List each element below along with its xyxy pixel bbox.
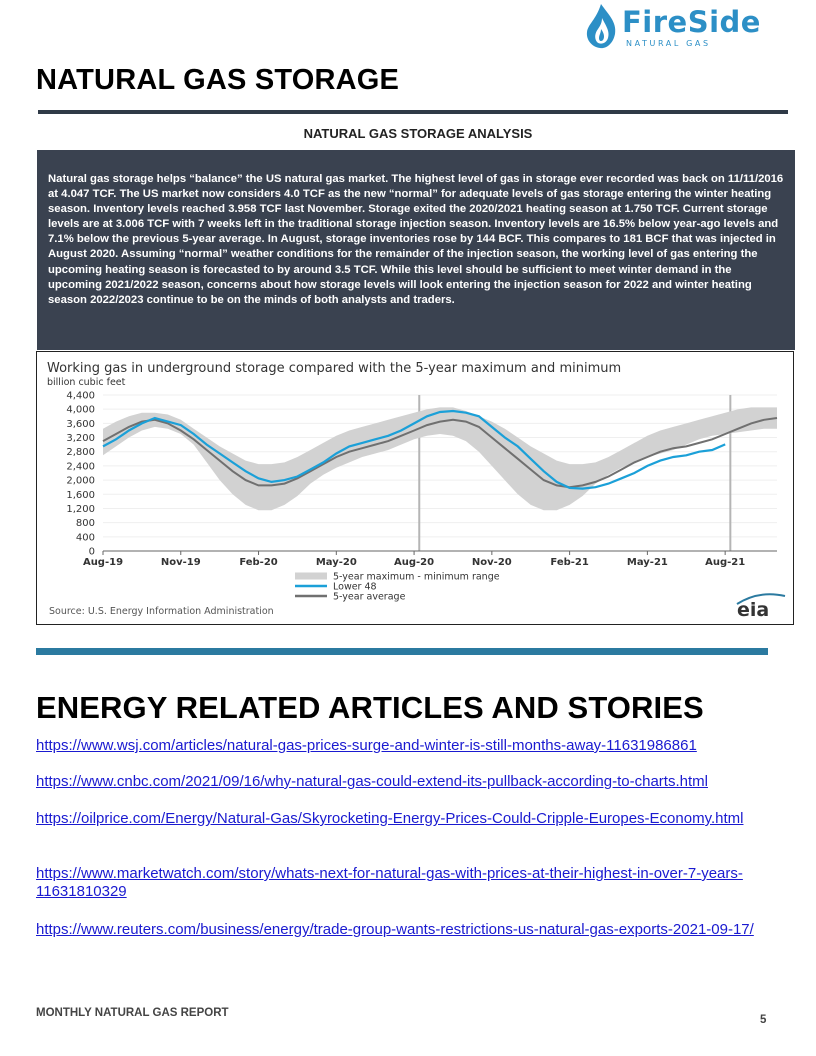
page-number: 5 [760,1014,767,1026]
fireside-logo [582,2,782,52]
logo-tagline: NATURAL GAS [626,39,711,48]
section-divider [36,648,768,655]
article-link-1[interactable]: https://www.wsj.com/articles/natural-gas-prices-surge-and-winter-is-still-months-away-11631986861 [36,737,697,754]
x-tick-label: Feb-21 [550,557,589,568]
analysis-panel [37,150,795,350]
article-link-3[interactable]: https://oilprice.com/Energy/Natural-Gas/Skyrocketing-Energy-Prices-Could-Cripple-Europes-Economy.html [36,810,744,827]
analysis-title: NATURAL GAS STORAGE ANALYSIS [303,126,533,141]
range-band [103,407,777,510]
x-tick-label: May-21 [626,557,668,568]
y-tick-label: 0 [88,546,95,558]
y-tick-label: 3,600 [66,418,95,430]
legend-average-label: 5-year average [333,591,406,603]
eia-logo-text: eia [737,599,770,621]
x-tick-label: Feb-20 [239,557,278,568]
articles-title: ENERGY RELATED ARTICLES AND STORIES [36,690,704,725]
eia-logo [737,594,785,621]
y-tick-label: 2,800 [66,447,95,459]
x-tick-label: Nov-19 [160,557,201,568]
analysis-text: Natural gas storage helps “balance” the US natural gas market. The highest level of gas in storage ever recorded was back on 11/11/2016 at 4.047 TCF. The US market now considers 4.0 TCF as the new “normal” for adequate levels of gas storage entering the winter heating season. Inventory levels reached 3.958 TCF last November. Storage exited the 2020/2021 heating season at 1.750 TCF. Current storage levels are at 3.006 TCF with 7 weeks left in the traditional storage injection season. Inventory levels are 16.5% below year-ago levels and 7.1% below the previous 5-year average. In August, storage inventories rose by 144 BCF. This compares to 181 BCF that was injected in August 2020. Assuming “normal” weather conditions for the remainder of the injection season, the working level of gas entering the upcoming heating season is forecasted to by around 3.5 TCF. While this level should be sufficient to meet winter demand in the upcoming 2021/2022 season, concerns about how storage levels will look entering the injection season for 2022 and winter heating season 2022/2023 continue to be on the minds of both analysts and traders. [48,173,784,306]
x-tick-label: Aug-21 [705,557,746,568]
article-link-2[interactable]: https://www.cnbc.com/2021/09/16/why-natural-gas-could-extend-its-pullback-according-to-charts.html [36,773,708,790]
chart-ylabel: billion cubic feet [47,377,126,388]
title-divider [38,110,788,114]
y-tick-label: 4,000 [66,404,95,416]
page-title: NATURAL GAS STORAGE [36,64,400,96]
y-tick-label: 2,400 [66,461,95,473]
y-tick-label: 3,200 [66,433,95,445]
x-tick-label: Aug-20 [394,557,435,568]
footer-report-name: MONTHLY NATURAL GAS REPORT [36,1007,229,1019]
y-tick-label: 400 [75,532,95,544]
article-link-5[interactable]: https://www.reuters.com/business/energy/trade-group-wants-restrictions-us-natural-gas-exports-2021-09-17/ [36,921,754,938]
article-link-4[interactable]: https://www.marketwatch.com/story/whats-next-for-natural-gas-with-prices-at-their-highest-in-over-7-years-11631810329 [36,865,743,900]
chart-source: Source: U.S. Energy Information Administration [49,606,274,617]
x-tick-label: May-20 [315,557,357,568]
storage-chart-svg [37,352,793,624]
legend-lower48-label: Lower 48 [333,581,377,593]
y-tick-label: 1,200 [66,503,95,515]
x-tick-label: Aug-19 [82,557,124,568]
y-tick-label: 800 [75,518,95,530]
y-tick-label: 1,600 [66,489,95,501]
flame-icon [582,2,620,50]
logo-brand: FireSide [622,5,761,39]
storage-chart [36,351,794,625]
y-tick-label: 4,400 [66,390,95,402]
legend-range-label: 5-year maximum - minimum range [333,571,500,583]
chart-title: Working gas in underground storage compared with the 5-year maximum and minimum [47,361,622,376]
x-tick-label: Nov-20 [471,557,512,568]
y-tick-label: 2,000 [66,475,95,487]
